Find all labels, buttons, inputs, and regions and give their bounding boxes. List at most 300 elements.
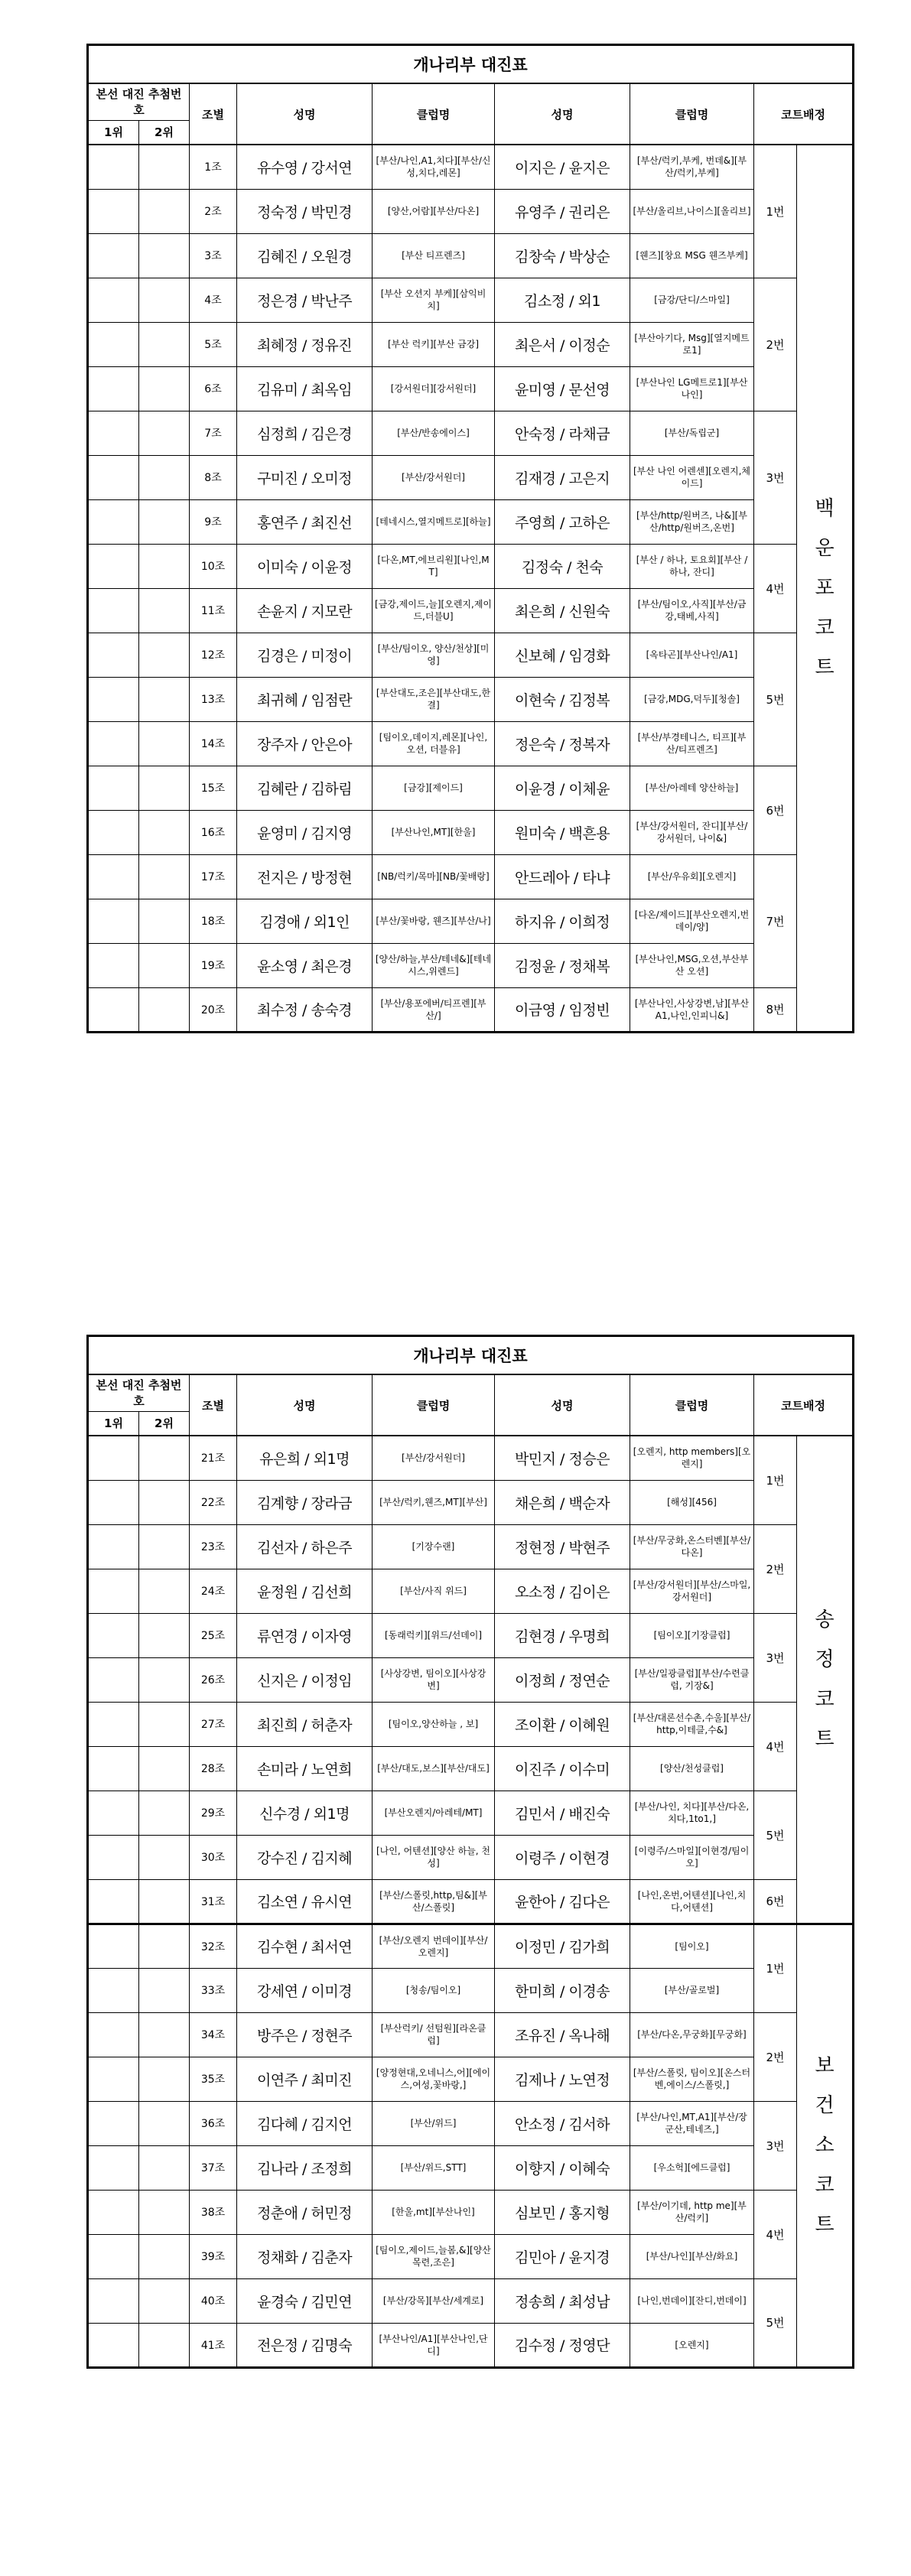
team-1-names: 홍연주 / 최진선	[237, 499, 373, 544]
team-2-names: 조이환 / 이혜원	[495, 1702, 630, 1746]
court-number: 1번	[754, 1924, 797, 2012]
rank2-cell[interactable]	[139, 2190, 190, 2234]
group-label: 39조	[190, 2234, 237, 2278]
team-2-names: 이향지 / 이혜숙	[495, 2145, 630, 2190]
rank2-cell[interactable]	[139, 1436, 190, 1480]
group-label: 33조	[190, 1968, 237, 2012]
team-2-clubs: [부산나인 LG메트로1][부산나인]	[630, 366, 754, 411]
rank2-cell[interactable]	[139, 677, 190, 721]
team-1-clubs: [부산/반송에이스]	[373, 411, 495, 455]
rank1-cell[interactable]	[88, 633, 139, 677]
team-2-names: 안숙정 / 라채금	[495, 411, 630, 455]
match-row	[88, 2323, 854, 2367]
team-1-names: 전은정 / 김명숙	[237, 2323, 373, 2367]
team-1-clubs: [부산/위드]	[373, 2101, 495, 2145]
court-number: 2번	[754, 278, 797, 411]
team-2-clubs: [다온/제이드][부산오렌지,번데이/양]	[630, 899, 754, 943]
team-2-clubs: [부산/나인,MT,A1][부산/장군산,테네즈,]	[630, 2101, 754, 2145]
rank1-cell[interactable]	[88, 322, 139, 366]
team-2-names: 원미숙 / 백흔용	[495, 810, 630, 854]
rank2-cell[interactable]	[139, 1879, 190, 1924]
team-2-names: 최은희 / 신원숙	[495, 588, 630, 633]
rank2-cell[interactable]	[139, 145, 190, 189]
team-2-clubs: [부산/아레테 양산하늘]	[630, 766, 754, 810]
club-header-2: 클럽명	[630, 1374, 754, 1436]
rank2-cell[interactable]	[139, 987, 190, 1032]
team-2-clubs: [양산/천성클럽]	[630, 1746, 754, 1791]
team-1-clubs: [팀이오,양산하늘 , 보]	[373, 1702, 495, 1746]
rank2-header: 2위	[139, 1411, 190, 1436]
draw-number-header: 본선 대진 추첨번호	[88, 1374, 190, 1411]
team-1-names: 전지은 / 방정현	[237, 854, 373, 899]
rank1-cell[interactable]	[88, 544, 139, 588]
match-row	[88, 1613, 854, 1657]
team-2-names: 김소정 / 외1	[495, 278, 630, 322]
team-1-names: 김나라 / 조정희	[237, 2145, 373, 2190]
team-1-clubs: [NB/럭키/목마][NB/꽃배랑]	[373, 854, 495, 899]
team-1-names: 신수경 / 외1명	[237, 1791, 373, 1835]
team-2-names: 한미희 / 이경송	[495, 1968, 630, 2012]
team-2-names: 윤한아 / 김다은	[495, 1879, 630, 1924]
group-label: 7조	[190, 411, 237, 455]
group-label: 20조	[190, 987, 237, 1032]
team-2-clubs: [부산/무궁화,온스터벤][부산/다온]	[630, 1524, 754, 1569]
rank1-cell[interactable]	[88, 1657, 139, 1702]
rank1-cell[interactable]	[88, 721, 139, 766]
rank2-cell[interactable]	[139, 1569, 190, 1613]
team-2-names: 심보민 / 홍지형	[495, 2190, 630, 2234]
rank2-cell[interactable]	[139, 588, 190, 633]
rank2-cell[interactable]	[139, 189, 190, 233]
court-header: 코트배정	[754, 1374, 854, 1436]
team-1-names: 김소연 / 유시연	[237, 1879, 373, 1924]
rank1-cell[interactable]	[88, 766, 139, 810]
team-1-names: 정숙정 / 박민경	[237, 189, 373, 233]
group-label: 19조	[190, 943, 237, 987]
team-1-clubs: [부산대도,조은][부산대도,한결]	[373, 677, 495, 721]
team-1-clubs: [부산/강목][부산/세계로]	[373, 2278, 495, 2323]
match-row	[88, 987, 854, 1032]
rank1-cell[interactable]	[88, 677, 139, 721]
rank1-cell[interactable]	[88, 1746, 139, 1791]
team-2-names: 김정윤 / 정채복	[495, 943, 630, 987]
rank1-cell[interactable]	[88, 2145, 139, 2190]
match-row	[88, 411, 854, 455]
venue-cell	[797, 1436, 854, 1924]
rank1-cell[interactable]	[88, 499, 139, 544]
rank1-cell[interactable]	[88, 2323, 139, 2367]
group-label: 40조	[190, 2278, 237, 2323]
draw-number-header: 본선 대진 추첨번호	[88, 83, 190, 120]
rank2-cell[interactable]	[139, 1613, 190, 1657]
team-2-clubs: [부산/다온,무궁화][무궁화]	[630, 2012, 754, 2057]
rank1-cell[interactable]	[88, 1879, 139, 1924]
group-label: 11조	[190, 588, 237, 633]
team-2-names: 김수정 / 정영단	[495, 2323, 630, 2367]
team-1-names: 김유미 / 최옥임	[237, 366, 373, 411]
court-number: 2번	[754, 2012, 797, 2101]
rank2-cell[interactable]	[139, 233, 190, 278]
match-row	[88, 1524, 854, 1569]
rank2-cell[interactable]	[139, 544, 190, 588]
team-1-names: 장주자 / 안은아	[237, 721, 373, 766]
team-1-clubs: [부산 티프렌즈]	[373, 233, 495, 278]
rank2-cell[interactable]	[139, 2234, 190, 2278]
rank1-cell[interactable]	[88, 2190, 139, 2234]
rank2-cell[interactable]	[139, 1524, 190, 1569]
team-2-names: 이지은 / 윤지은	[495, 145, 630, 189]
team-2-names: 정현정 / 박현주	[495, 1524, 630, 1569]
group-label: 6조	[190, 366, 237, 411]
group-label: 38조	[190, 2190, 237, 2234]
bracket-table	[86, 1335, 854, 2369]
team-1-clubs: [강서원더][강서원더]	[373, 366, 495, 411]
court-number: 4번	[754, 1702, 797, 1791]
venue-name: 보건소코트	[815, 2054, 835, 2236]
match-row	[88, 1702, 854, 1746]
group-label: 4조	[190, 278, 237, 322]
team-1-clubs: [부산나인,MT][한울]	[373, 810, 495, 854]
team-1-clubs: [부산 럭키][부산 금강]	[373, 322, 495, 366]
rank1-cell[interactable]	[88, 588, 139, 633]
match-row	[88, 1436, 854, 1480]
team-2-names: 신보혜 / 임경화	[495, 633, 630, 677]
team-1-names: 방주은 / 정현주	[237, 2012, 373, 2057]
rank1-cell[interactable]	[88, 1613, 139, 1657]
team-2-clubs: [부산/일광클럽][부산/수련클럽, 기장&]	[630, 1657, 754, 1702]
rank1-cell[interactable]	[88, 1835, 139, 1879]
rank2-cell[interactable]	[139, 1924, 190, 1968]
team-2-clubs: [부산/팀이오,사직][부산/금강,태베,사직]	[630, 588, 754, 633]
team-1-clubs: [동래럭키][위드/선데이]	[373, 1613, 495, 1657]
rank1-cell[interactable]	[88, 1791, 139, 1835]
team-1-names: 정채화 / 김춘자	[237, 2234, 373, 2278]
group-label: 22조	[190, 1480, 237, 1524]
team-2-names: 최은서 / 이정순	[495, 322, 630, 366]
rank1-cell[interactable]	[88, 278, 139, 322]
team-1-clubs: [부산/럭키,웬즈,MT][부산]	[373, 1480, 495, 1524]
team-2-names: 김민아 / 윤지경	[495, 2234, 630, 2278]
group-label: 34조	[190, 2012, 237, 2057]
rank1-cell[interactable]	[88, 810, 139, 854]
rank1-cell[interactable]	[88, 1569, 139, 1613]
team-1-clubs: [청송/팀이오]	[373, 1968, 495, 2012]
rank1-cell[interactable]	[88, 1702, 139, 1746]
rank2-cell[interactable]	[139, 455, 190, 499]
rank2-cell[interactable]	[139, 366, 190, 411]
group-label: 1조	[190, 145, 237, 189]
rank1-cell[interactable]	[88, 899, 139, 943]
team-2-names: 김현경 / 우명희	[495, 1613, 630, 1657]
court-number: 3번	[754, 2101, 797, 2190]
team-1-names: 윤경숙 / 김민연	[237, 2278, 373, 2323]
rank1-cell[interactable]	[88, 366, 139, 411]
rank2-cell[interactable]	[139, 1968, 190, 2012]
group-label: 14조	[190, 721, 237, 766]
team-1-clubs: [양정현대,오네니스,어][에이스,여성,꽃바랑,]	[373, 2057, 495, 2101]
team-2-names: 김정숙 / 천숙	[495, 544, 630, 588]
match-row	[88, 233, 854, 278]
match-row	[88, 2278, 854, 2323]
team-2-clubs: [웬즈][창요 MSG 웬즈부케]	[630, 233, 754, 278]
rank2-cell[interactable]	[139, 1702, 190, 1746]
match-row	[88, 2101, 854, 2145]
match-row	[88, 943, 854, 987]
group-label: 12조	[190, 633, 237, 677]
team-2-names: 이금영 / 임정빈	[495, 987, 630, 1032]
group-label: 5조	[190, 322, 237, 366]
rank1-header: 1위	[88, 1411, 139, 1436]
rank2-cell[interactable]	[139, 2278, 190, 2323]
rank1-cell[interactable]	[88, 1924, 139, 1968]
match-row	[88, 1791, 854, 1835]
venue-name: 송정코트	[815, 1608, 835, 1751]
team-2-names: 이정희 / 정연순	[495, 1657, 630, 1702]
team-2-clubs: [나인,온번,어텐션][나인,치다,어텐션]	[630, 1879, 754, 1924]
match-row	[88, 366, 854, 411]
team-2-clubs: [부산/럭키,부케, 번데&][부산/럭키,부케]	[630, 145, 754, 189]
team-1-names: 김계향 / 장라금	[237, 1480, 373, 1524]
team-2-names: 채은희 / 백순자	[495, 1480, 630, 1524]
match-row	[88, 588, 854, 633]
rank1-cell[interactable]	[88, 1480, 139, 1524]
rank2-cell[interactable]	[139, 899, 190, 943]
rank1-cell[interactable]	[88, 455, 139, 499]
rank2-cell[interactable]	[139, 322, 190, 366]
team-2-names: 이현숙 / 김정복	[495, 677, 630, 721]
team-2-names: 안소정 / 김서하	[495, 2101, 630, 2145]
group-header: 조별	[190, 83, 237, 145]
team-1-names: 김선자 / 하은주	[237, 1524, 373, 1569]
team-1-names: 강수진 / 김지혜	[237, 1835, 373, 1879]
team-2-names: 조유진 / 옥나해	[495, 2012, 630, 2057]
rank1-cell[interactable]	[88, 189, 139, 233]
rank2-cell[interactable]	[139, 499, 190, 544]
court-number: 2번	[754, 1524, 797, 1613]
team-1-clubs: [부산/강서원더]	[373, 1436, 495, 1480]
group-label: 28조	[190, 1746, 237, 1791]
rank2-cell[interactable]	[139, 1791, 190, 1835]
rank2-cell[interactable]	[139, 1480, 190, 1524]
group-label: 15조	[190, 766, 237, 810]
team-1-clubs: [부산럭키/ 선텀원][라온클럽]	[373, 2012, 495, 2057]
group-label: 37조	[190, 2145, 237, 2190]
court-number: 3번	[754, 411, 797, 544]
team-2-clubs: [부산/대론선수촌,수울][부산/http,이테클,수&]	[630, 1702, 754, 1746]
rank1-cell[interactable]	[88, 2101, 139, 2145]
match-row	[88, 1835, 854, 1879]
name-header-1: 성명	[237, 83, 373, 145]
rank2-cell[interactable]	[139, 1835, 190, 1879]
group-label: 30조	[190, 1835, 237, 1879]
team-2-clubs: [옥타곤][부산나인/A1]	[630, 633, 754, 677]
group-header: 조별	[190, 1374, 237, 1436]
team-1-names: 김수현 / 최서연	[237, 1924, 373, 1968]
team-1-clubs: [기장수랜]	[373, 1524, 495, 1569]
rank2-cell[interactable]	[139, 721, 190, 766]
court-number: 1번	[754, 1436, 797, 1524]
group-label: 27조	[190, 1702, 237, 1746]
match-row	[88, 1657, 854, 1702]
group-label: 21조	[190, 1436, 237, 1480]
rank1-cell[interactable]	[88, 2012, 139, 2057]
team-2-clubs: [부산/강서원더, 잔디][부산/강서원더, 나이&]	[630, 810, 754, 854]
match-row	[88, 721, 854, 766]
team-2-clubs: [부산/우유회][오렌지]	[630, 854, 754, 899]
team-1-names: 김경애 / 외1인	[237, 899, 373, 943]
team-2-names: 하지유 / 이희정	[495, 899, 630, 943]
team-2-names: 김창숙 / 박상순	[495, 233, 630, 278]
club-header-2: 클럽명	[630, 83, 754, 145]
group-label: 16조	[190, 810, 237, 854]
rank2-cell[interactable]	[139, 278, 190, 322]
team-1-clubs: [부산/팀이오, 양산/천상][미영]	[373, 633, 495, 677]
bracket-sheet-2	[86, 1335, 852, 2369]
team-1-clubs: [사상강변, 팀이오][사상강변]	[373, 1657, 495, 1702]
rank2-cell[interactable]	[139, 1746, 190, 1791]
group-label: 8조	[190, 455, 237, 499]
team-2-clubs: [부산 나인 어렌센][오렌지,체이드]	[630, 455, 754, 499]
match-row	[88, 1480, 854, 1524]
team-2-clubs: [금강,MDG,덕두][청솔]	[630, 677, 754, 721]
group-label: 35조	[190, 2057, 237, 2101]
team-1-clubs: [부산/나인,A1,치다][부산/신성,치다,레몬]	[373, 145, 495, 189]
rank1-cell[interactable]	[88, 1436, 139, 1480]
rank2-cell[interactable]	[139, 2012, 190, 2057]
bracket-title: 개나리부 대진표	[88, 45, 854, 84]
rank2-cell[interactable]	[139, 766, 190, 810]
rank2-cell[interactable]	[139, 2057, 190, 2101]
rank2-cell[interactable]	[139, 943, 190, 987]
match-row	[88, 2234, 854, 2278]
rank1-cell[interactable]	[88, 2234, 139, 2278]
court-number: 1번	[754, 145, 797, 278]
team-2-clubs: [오렌지, http members][오렌지]	[630, 1436, 754, 1480]
team-2-clubs: [오렌지]	[630, 2323, 754, 2367]
rank1-cell[interactable]	[88, 411, 139, 455]
team-1-names: 류연경 / 이자영	[237, 1613, 373, 1657]
team-2-clubs: [부산아기다, Msg][열지메트로1]	[630, 322, 754, 366]
team-2-names: 이윤경 / 이체윤	[495, 766, 630, 810]
team-2-clubs: [부산/http/원버즈, 나&][부산/http/원버즈,온번]	[630, 499, 754, 544]
court-header: 코트배정	[754, 83, 854, 145]
bracket-sheet-1	[86, 44, 852, 1033]
group-label: 36조	[190, 2101, 237, 2145]
team-1-clubs: [금강,제이드,늘][오렌지,제이드,더블U]	[373, 588, 495, 633]
rank1-cell[interactable]	[88, 233, 139, 278]
team-2-clubs: [해성][456]	[630, 1480, 754, 1524]
bracket-table	[86, 44, 854, 1033]
group-label: 2조	[190, 189, 237, 233]
rank2-header: 2위	[139, 120, 190, 145]
rank1-cell[interactable]	[88, 943, 139, 987]
court-number: 8번	[754, 987, 797, 1032]
team-2-clubs: [부산/독립군]	[630, 411, 754, 455]
team-2-clubs: [부산/나인, 치다][부산/다온,치다,1to1,]	[630, 1791, 754, 1835]
rank1-cell[interactable]	[88, 2278, 139, 2323]
venue-cell	[797, 1924, 854, 2367]
team-2-names: 이진주 / 이수미	[495, 1746, 630, 1791]
team-2-names: 정은숙 / 정복자	[495, 721, 630, 766]
team-2-clubs: [부산나인,MSG,오션,부산부산 오션]	[630, 943, 754, 987]
rank2-cell[interactable]	[139, 2101, 190, 2145]
group-label: 23조	[190, 1524, 237, 1569]
team-1-clubs: [다온,MT,에브리원][나인,MT]	[373, 544, 495, 588]
rank2-cell[interactable]	[139, 633, 190, 677]
court-number: 4번	[754, 2190, 797, 2278]
rank1-cell[interactable]	[88, 2057, 139, 2101]
team-2-clubs: [부산/이기데, http me][부산/럭키]	[630, 2190, 754, 2234]
rank1-cell[interactable]	[88, 145, 139, 189]
team-2-clubs: [우소헉][에드클럽]	[630, 2145, 754, 2190]
court-number: 7번	[754, 854, 797, 987]
match-row	[88, 1569, 854, 1613]
match-row	[88, 766, 854, 810]
team-1-clubs: [부산오렌지/아레테/MT]	[373, 1791, 495, 1835]
rank2-cell[interactable]	[139, 2323, 190, 2367]
team-2-clubs: [팀이오]	[630, 1924, 754, 1968]
team-1-clubs: [양산,어람][부산/다온]	[373, 189, 495, 233]
team-1-names: 신지은 / 이정임	[237, 1657, 373, 1702]
rank2-cell[interactable]	[139, 2145, 190, 2190]
bracket-title: 개나리부 대진표	[88, 1336, 854, 1375]
rank1-cell[interactable]	[88, 1524, 139, 1569]
court-number: 5번	[754, 1791, 797, 1879]
team-2-names: 주영희 / 고하은	[495, 499, 630, 544]
rank1-cell[interactable]	[88, 987, 139, 1032]
group-label: 31조	[190, 1879, 237, 1924]
group-label: 41조	[190, 2323, 237, 2367]
rank1-cell[interactable]	[88, 854, 139, 899]
venue-cell	[797, 145, 854, 1032]
rank2-cell[interactable]	[139, 411, 190, 455]
team-1-clubs: [부산 오션지 부케][삼익비치]	[373, 278, 495, 322]
group-label: 13조	[190, 677, 237, 721]
team-2-clubs: [부산/올리브,나이스][올리브]	[630, 189, 754, 233]
rank2-cell[interactable]	[139, 1657, 190, 1702]
team-2-names: 정송희 / 최성남	[495, 2278, 630, 2323]
team-2-names: 이령주 / 이현경	[495, 1835, 630, 1879]
team-1-clubs: [부산/강서원더]	[373, 455, 495, 499]
team-1-names: 손미라 / 노연희	[237, 1746, 373, 1791]
team-1-names: 강세연 / 이미경	[237, 1968, 373, 2012]
team-1-names: 윤영미 / 김지영	[237, 810, 373, 854]
team-2-names: 김재경 / 고은지	[495, 455, 630, 499]
match-row	[88, 899, 854, 943]
team-1-names: 최수정 / 송숙경	[237, 987, 373, 1032]
team-1-names: 유은희 / 외1명	[237, 1436, 373, 1480]
team-2-clubs: [부산나인,사상강변,남][부산 A1,나인,인피니&]	[630, 987, 754, 1032]
team-1-names: 김혜란 / 김하림	[237, 766, 373, 810]
court-number: 6번	[754, 766, 797, 854]
club-header-1: 클럽명	[373, 1374, 495, 1436]
team-1-clubs: [테네시스,열지메트로][하늘]	[373, 499, 495, 544]
team-1-names: 김경은 / 미정이	[237, 633, 373, 677]
team-1-names: 정은경 / 박난주	[237, 278, 373, 322]
rank1-cell[interactable]	[88, 1968, 139, 2012]
team-1-names: 유수영 / 강서연	[237, 145, 373, 189]
rank2-cell[interactable]	[139, 854, 190, 899]
team-1-names: 구미진 / 오미정	[237, 455, 373, 499]
match-row	[88, 1746, 854, 1791]
group-label: 17조	[190, 854, 237, 899]
rank2-cell[interactable]	[139, 810, 190, 854]
match-row	[88, 544, 854, 588]
match-row	[88, 455, 854, 499]
group-label: 3조	[190, 233, 237, 278]
team-1-clubs: [한울,mt][부산나인]	[373, 2190, 495, 2234]
team-1-clubs: [부산/대도,보스][부산/대도]	[373, 1746, 495, 1791]
